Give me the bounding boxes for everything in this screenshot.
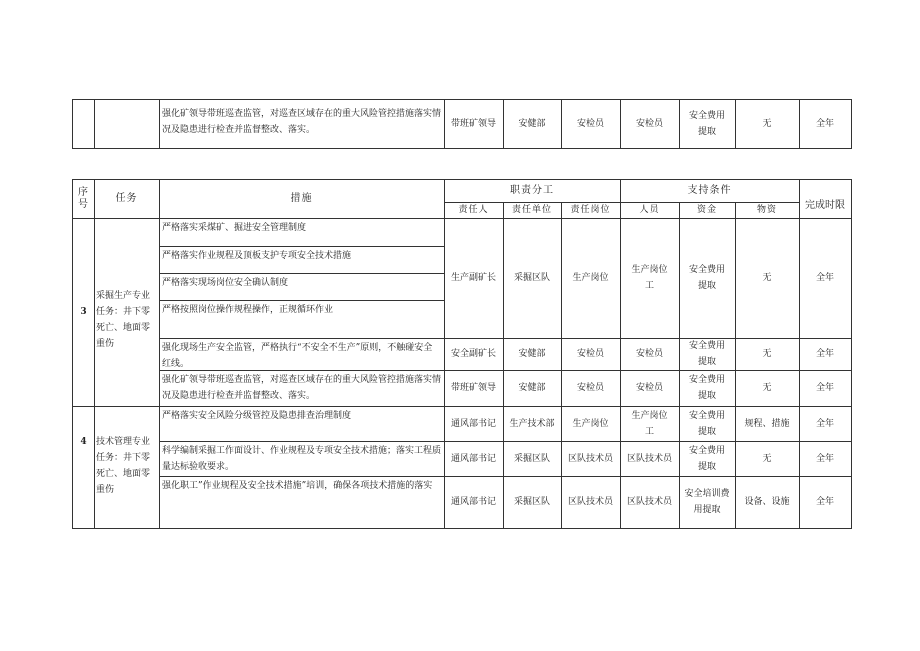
group4-task: 技术管理专业任务：井下零死亡、地面零重伤	[96, 437, 151, 495]
material-cell: 无	[762, 119, 772, 129]
group3-row2-deadline: 全年	[815, 349, 834, 359]
group3-measure-1: 严格落实采煤矿、掘进安全管理制度	[162, 223, 307, 233]
group3-measure-3: 严格落实现场岗位安全确认制度	[162, 278, 289, 288]
group3-row2-material: 无	[762, 349, 772, 359]
group4-row3-fund: 安全培训费用提取	[684, 489, 730, 515]
header-support: 支持条件	[687, 185, 732, 196]
responsible-person-cell: 带班矿领导	[450, 119, 496, 129]
group3-row2-fund: 安全费用提取	[688, 341, 725, 367]
header-post: 责任岗位	[570, 205, 611, 215]
group4-row2-fund: 安全费用提取	[688, 445, 725, 472]
header-fund: 资金	[696, 205, 717, 215]
header-duty: 职责分工	[510, 185, 554, 196]
group3-row3-material: 无	[762, 383, 772, 393]
staff-cell: 安检员	[635, 119, 663, 129]
group4-row3-deadline: 全年	[815, 497, 834, 507]
header-task: 任务	[115, 193, 138, 204]
deadline-cell: 全年	[815, 119, 834, 129]
group3-row2-unit: 安健部	[518, 349, 546, 359]
group4-row2-unit: 采掘区队	[513, 453, 550, 464]
group4-row3-staff: 区队技术员	[626, 497, 672, 507]
group4-row3-material: 设备、设施	[744, 497, 790, 507]
group3-row1-person: 生产副矿长	[450, 273, 496, 283]
group3-row3-person: 带班矿领导	[450, 383, 496, 393]
header-unit: 责任单位	[511, 205, 552, 215]
group3-row1-deadline: 全年	[815, 273, 834, 283]
group4-row2-deadline: 全年	[815, 453, 834, 464]
group3-row3-deadline: 全年	[815, 383, 834, 393]
group3-seq: 3	[80, 307, 87, 317]
group3-row3-fund: 安全费用提取	[688, 375, 725, 401]
header-staff: 人员	[639, 205, 660, 215]
header-seq: 序号	[78, 187, 89, 210]
group4-row2-post: 区队技术员	[567, 453, 613, 464]
header-measure: 措施	[290, 193, 313, 204]
group3-measure-2: 严格落实作业规程及顶板支护专项安全技术措施	[162, 251, 352, 261]
group4-row1-staff: 生产岗位工	[631, 410, 668, 437]
group4-row3-measure: 强化职工”作业规程及安全技术措施”培训，确保各项技术措施的落实	[162, 481, 433, 491]
group3-measure-5: 强化现场生产安全监管，严格执行“不安全不生产”原则，不触碰安全红线。	[162, 343, 433, 369]
group3-measure-6: 强化矿领导带班巡查监管，对巡查区域存在的重大风险管控措施落实情况及隐患进行检查并监督整改、落实。	[162, 375, 442, 401]
group4-seq: 4	[80, 437, 87, 447]
group4-row1-post: 生产岗位	[572, 418, 609, 429]
group4-row1-measure: 严格落实安全风险分级管控及隐患排查治理制度	[162, 411, 352, 421]
group4-row2-person: 通风部书记	[450, 453, 496, 464]
group3-row1-staff: 生产岗位工	[631, 265, 668, 291]
group4-row1-person: 通风部书记	[450, 418, 496, 429]
group4-row1-fund: 安全费用提取	[688, 410, 725, 437]
main-table	[72, 179, 852, 529]
group3-row2-staff: 安检员	[635, 349, 663, 359]
group3-row3-staff: 安检员	[635, 383, 663, 393]
group3-row2-post: 安检员	[576, 349, 604, 359]
group3-row1-material: 无	[762, 273, 772, 283]
group3-measure-4: 严格按照岗位操作规程操作，正规循环作业	[162, 305, 334, 315]
group4-row1-unit: 生产技术部	[509, 418, 555, 429]
group3-task: 采掘生产专业任务：井下零死亡、地面零重伤	[96, 291, 151, 348]
group4-row1-material: 规程、措施	[744, 418, 790, 429]
header-material: 物资	[756, 205, 777, 215]
measure-cell: 强化矿领导带班巡查监管，对巡查区域存在的重大风险管控措施落实情况及隐患进行检查并监督整改、落实。	[162, 109, 442, 135]
group4-row2-material: 无	[762, 453, 772, 464]
group4-row2-staff: 区队技术员	[626, 453, 672, 464]
responsible-unit-cell: 安健部	[518, 119, 546, 129]
group3-row1-fund: 安全费用提取	[688, 265, 725, 291]
group4-row1-deadline: 全年	[815, 418, 834, 429]
group4-row3-post: 区队技术员	[567, 497, 613, 507]
group3-row1-post: 生产岗位	[572, 273, 609, 283]
group3-row3-post: 安检员	[576, 383, 604, 393]
group3-row1-unit: 采掘区队	[513, 273, 550, 283]
header-person: 责任人	[458, 205, 489, 215]
fund-cell: 安全费用提取	[688, 111, 725, 137]
responsible-post-cell: 安检员	[576, 119, 604, 129]
group3-row3-unit: 安健部	[518, 383, 546, 393]
top-table-fragment	[72, 99, 852, 149]
group3-row2-person: 安全副矿长	[450, 349, 496, 359]
group4-row2-measure: 科学编制采掘工作面设计、作业规程及专项安全技术措施；落实工程质量达标验收要求。	[162, 446, 442, 472]
header-deadline: 完成时限	[805, 200, 845, 211]
group4-row3-unit: 采掘区队	[513, 497, 550, 507]
group4-row3-person: 通风部书记	[450, 497, 496, 507]
